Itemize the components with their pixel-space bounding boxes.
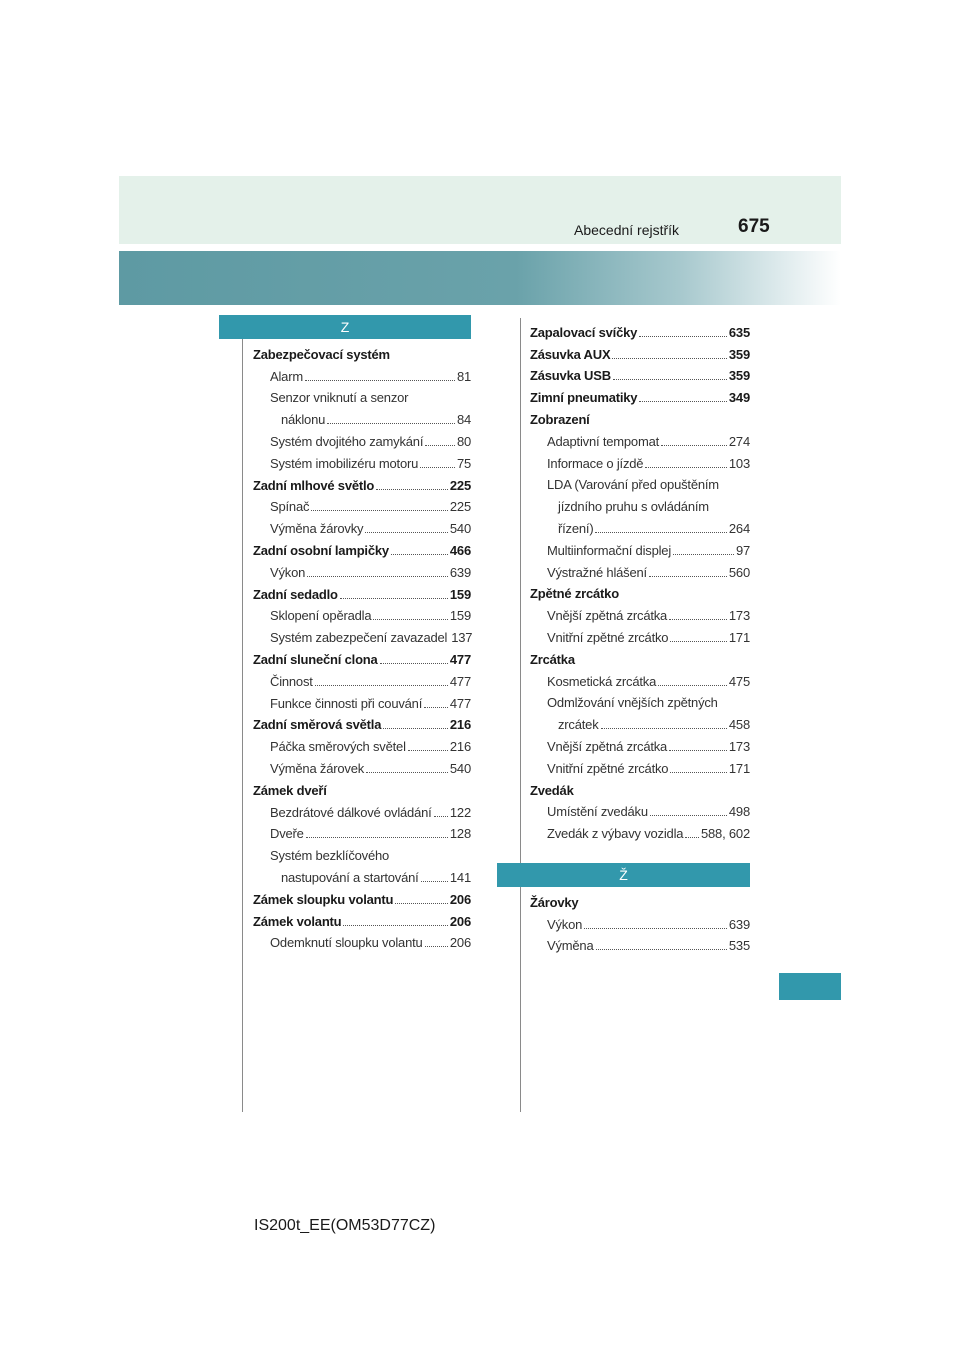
leader-dots (327, 413, 455, 424)
leader-dots (373, 609, 448, 620)
entry-term: Multiinformační displej (547, 542, 672, 558)
entry-term: jízdního pruhu s ovládáním (558, 499, 709, 515)
section-header-zh (497, 863, 750, 887)
entry-term: Alarm (270, 368, 303, 384)
leader-dots (434, 806, 448, 817)
left-column-rule (242, 318, 243, 1112)
entry-term: Spínač (270, 499, 310, 515)
entry-term: Zvedák (530, 782, 574, 798)
entry-pages[interactable]: 639 (449, 564, 471, 580)
index-entry (253, 580, 471, 602)
index-entry (253, 558, 471, 580)
index-entry (530, 318, 750, 340)
index-entry (253, 732, 471, 754)
leader-dots (305, 370, 455, 381)
entry-term: Činnost (270, 673, 313, 689)
index-entry (530, 645, 750, 667)
index-entry (530, 536, 750, 558)
leader-dots (580, 897, 748, 907)
entry-pages[interactable]: 359 (728, 346, 750, 362)
leader-dots (584, 918, 727, 929)
index-entry (253, 514, 471, 536)
entry-pages[interactable]: 225 (449, 499, 471, 515)
index-entry (253, 711, 471, 733)
entry-pages[interactable]: 477 (449, 673, 471, 689)
index-entry (253, 427, 471, 449)
leader-dots (592, 414, 748, 424)
index-entry (253, 493, 471, 515)
index-side-tab[interactable] (779, 973, 841, 1000)
entry-term: Výměna (547, 938, 594, 954)
header-band (119, 176, 841, 244)
entry-term: Zobrazení (530, 411, 590, 427)
leader-dots (669, 740, 727, 751)
leader-dots (658, 675, 727, 686)
entry-pages[interactable]: 359 (728, 368, 750, 384)
index-entry (253, 863, 471, 885)
index-entry (253, 645, 471, 667)
index-entry (530, 732, 750, 754)
leader-dots (420, 457, 455, 468)
entry-term: Vnější zpětná zrcátka (547, 738, 668, 754)
entry-pages[interactable]: 535 (728, 938, 750, 954)
entry-term: Dveře (270, 826, 304, 842)
leader-dots (596, 939, 727, 950)
entry-pages[interactable]: 498 (728, 804, 750, 820)
leader-dots (340, 588, 448, 599)
entry-pages[interactable]: 349 (728, 390, 750, 406)
leader-dots (685, 827, 699, 838)
entry-term: Výměna žárovek (270, 760, 365, 776)
index-entry (253, 907, 471, 929)
leader-dots (621, 588, 748, 598)
document-code: IS200t_EE(OM53D77CZ) (254, 1217, 436, 1234)
entry-term: Zimní pneumatiky (530, 390, 638, 406)
entry-term: Zámek sloupku volantu (253, 891, 394, 907)
index-entry (530, 340, 750, 362)
index-entry (253, 471, 471, 493)
index-entry (253, 340, 471, 362)
index-entry (530, 405, 750, 427)
entry-pages[interactable]: 225 (449, 477, 471, 493)
entry-term: Systém imobilizéru motoru (270, 455, 419, 471)
leader-dots (315, 675, 448, 686)
index-entry (253, 841, 471, 863)
entry-term: Vnitřní zpětné zrcátko (547, 629, 669, 645)
index-entry (530, 427, 750, 449)
leader-dots (613, 369, 727, 380)
entry-term: Zámek volantu (253, 913, 342, 929)
index-column-right-zh (530, 888, 750, 953)
index-entry (530, 932, 750, 954)
entry-pages[interactable]: 159 (449, 608, 471, 624)
entry-pages[interactable]: 560 (728, 564, 750, 580)
entry-term: Zadní mlhové světlo (253, 477, 375, 493)
entry-pages[interactable]: 635 (728, 324, 750, 340)
leader-dots (410, 392, 469, 402)
right-column-rule (520, 318, 521, 1112)
leader-dots (408, 740, 448, 751)
leader-dots (661, 435, 727, 446)
index-entry (530, 601, 750, 623)
index-entry (253, 929, 471, 951)
index-entry (530, 514, 750, 536)
leader-dots (343, 915, 447, 926)
entry-pages[interactable]: 639 (728, 916, 750, 932)
entry-term: Páčka směrových světel (270, 739, 406, 755)
entry-pages[interactable]: 540 (449, 521, 471, 537)
leader-dots (425, 435, 455, 446)
entry-pages[interactable]: 173 (728, 738, 750, 754)
entry-pages[interactable]: 540 (449, 760, 471, 776)
index-entry (253, 667, 471, 689)
index-entry (253, 602, 471, 624)
index-entry (530, 754, 750, 776)
leader-dots (639, 391, 727, 402)
entry-pages[interactable]: 171 (728, 760, 750, 776)
index-entry (530, 776, 750, 798)
entry-pages[interactable]: 159 (449, 586, 471, 602)
index-entry (253, 885, 471, 907)
leader-dots (391, 544, 448, 555)
index-entry (253, 405, 471, 427)
leader-dots (425, 936, 448, 947)
entry-term: Kosmetická zrcátka (547, 673, 657, 689)
entry-pages[interactable]: 128 (449, 826, 471, 842)
leader-dots (311, 500, 448, 511)
entry-term: Zpětné zrcátko (530, 586, 619, 602)
entry-term: Žárovky (530, 894, 579, 910)
index-entry (530, 623, 750, 645)
entry-term: Informace o jízdě (547, 455, 644, 471)
entry-term: Výkon (547, 916, 583, 932)
leader-dots (601, 718, 727, 729)
entry-term: Vnější zpětná zrcátka (547, 608, 668, 624)
entry-term: Zásuvka USB (530, 368, 611, 384)
index-entry (530, 888, 750, 910)
index-entry (530, 819, 750, 841)
index-entry (530, 689, 750, 711)
entry-pages[interactable]: 216 (449, 717, 471, 733)
entry-term: Zadní sedadlo (253, 586, 338, 602)
entry-pages[interactable]: 477 (449, 651, 471, 667)
entry-pages[interactable]: 97 (735, 542, 750, 558)
entry-pages[interactable]: 477 (449, 695, 471, 711)
leader-dots (329, 785, 469, 795)
index-column-right (530, 318, 750, 841)
index-entry (530, 910, 750, 932)
entry-term: Odmlžování vnějších zpětných (547, 695, 718, 711)
index-column-left (253, 340, 471, 950)
index-entry (530, 798, 750, 820)
header-gradient-bar (119, 251, 841, 305)
entry-pages[interactable]: 80 (456, 433, 471, 449)
entry-term: Vnitřní zpětné zrcátko (547, 760, 669, 776)
leader-dots (639, 326, 727, 337)
leader-dots (395, 893, 448, 904)
entry-pages[interactable]: 206 (449, 891, 471, 907)
entry-pages[interactable]: 81 (456, 368, 471, 384)
index-entry (530, 362, 750, 384)
index-entry (253, 776, 471, 798)
entry-term: nastupování a startování (281, 869, 419, 885)
index-entry (253, 362, 471, 384)
index-entry (253, 449, 471, 471)
leader-dots (383, 718, 448, 729)
index-entry (530, 710, 750, 732)
entry-term: Výstražné hlášení (547, 564, 647, 580)
entry-term: zrcátek (558, 717, 599, 733)
entry-pages[interactable]: 466 (449, 542, 471, 558)
entry-term: Zadní osobní lampičky (253, 542, 389, 558)
section-header-z (219, 315, 471, 339)
entry-pages[interactable]: 103 (728, 455, 750, 471)
entry-term: Výměna žárovky (270, 521, 364, 537)
leader-dots (424, 697, 448, 708)
section-letter: Ž (619, 867, 628, 883)
leader-dots (720, 697, 748, 707)
index-entry (530, 580, 750, 602)
leader-dots (576, 785, 748, 795)
entry-term: Systém dvojitého zamykání (270, 433, 424, 449)
entry-term: Odemknutí sloupku volantu (270, 935, 423, 951)
entry-term: Zásuvka AUX (530, 346, 611, 362)
entry-term: Adaptivní tempomat (547, 433, 660, 449)
leader-dots (645, 457, 727, 468)
entry-pages[interactable]: 75 (456, 455, 471, 471)
entry-pages[interactable]: 264 (728, 520, 750, 536)
leader-dots (365, 522, 448, 533)
entry-term: Zámek dveří (253, 782, 327, 798)
leader-dots (307, 566, 448, 577)
entry-term: náklonu (281, 412, 326, 428)
leader-dots (721, 479, 748, 489)
leader-dots (366, 762, 448, 773)
leader-dots (577, 654, 748, 664)
entry-term: Zadní sluneční clona (253, 651, 378, 667)
entry-term: Zvedák z výbavy vozidla (547, 826, 684, 842)
entry-pages[interactable]: 588, 602 (700, 826, 750, 842)
entry-term: řízení) (558, 520, 594, 536)
entry-term: Funkce činnosti při couvání (270, 695, 423, 711)
leader-dots (669, 609, 727, 620)
entry-pages[interactable]: 206 (449, 935, 471, 951)
entry-term: Systém bezklíčového (270, 848, 390, 864)
entry-term: Zadní směrová světla (253, 717, 382, 733)
index-entry (253, 623, 471, 645)
entry-pages[interactable]: 475 (728, 673, 750, 689)
entry-term: Zrcátka (530, 651, 575, 667)
leader-dots (380, 653, 448, 664)
entry-term: Senzor vniknutí a senzor (270, 390, 409, 406)
entry-pages[interactable]: 171 (728, 629, 750, 645)
leader-dots (673, 544, 734, 555)
leader-dots (376, 479, 448, 490)
entry-pages[interactable]: 84 (456, 412, 471, 428)
entry-term: Bezdrátové dálkové ovládání (270, 804, 432, 820)
index-entry (530, 492, 750, 514)
entry-term: Výkon (270, 564, 306, 580)
leader-dots (650, 805, 727, 816)
leader-dots (612, 348, 726, 359)
section-letter: Z (340, 319, 350, 335)
page-number: 675 (738, 216, 770, 237)
leader-dots (595, 522, 726, 533)
entry-pages[interactable]: 458 (728, 717, 750, 733)
leader-dots (306, 827, 448, 838)
index-entry (530, 449, 750, 471)
leader-dots (670, 631, 727, 642)
entry-term: LDA (Varování před opuštěním (547, 477, 719, 493)
index-entry (530, 471, 750, 493)
index-entry (253, 798, 471, 820)
leader-dots (392, 349, 469, 359)
entry-term: Zapalovací svíčky (530, 324, 638, 340)
leader-dots (670, 762, 727, 773)
entry-pages[interactable]: 274 (728, 433, 750, 449)
entry-pages[interactable]: 216 (449, 739, 471, 755)
index-entry (253, 536, 471, 558)
index-entry (253, 689, 471, 711)
entry-pages[interactable]: 173 (728, 608, 750, 624)
entry-term: Umístění zvedáku (547, 804, 648, 820)
entry-pages[interactable]: 137 (451, 630, 473, 646)
entry-term: Zabezpečovací systém (253, 346, 390, 362)
entry-pages[interactable]: 141 (449, 869, 471, 885)
leader-dots (649, 566, 727, 577)
leader-dots (421, 871, 448, 882)
entry-pages[interactable]: 206 (449, 913, 471, 929)
index-entry (530, 558, 750, 580)
entry-term: Sklopení opěradla (270, 608, 372, 624)
index-entry (530, 383, 750, 405)
leader-dots (711, 501, 748, 511)
index-entry (253, 384, 471, 406)
entry-term: Systém zabezpečení zavazadel (270, 630, 448, 646)
index-entry (530, 667, 750, 689)
header-title: Abecední rejstřík (574, 222, 680, 238)
index-entry (253, 820, 471, 842)
entry-pages[interactable]: 122 (449, 804, 471, 820)
leader-dots (391, 850, 469, 860)
index-entry (253, 754, 471, 776)
